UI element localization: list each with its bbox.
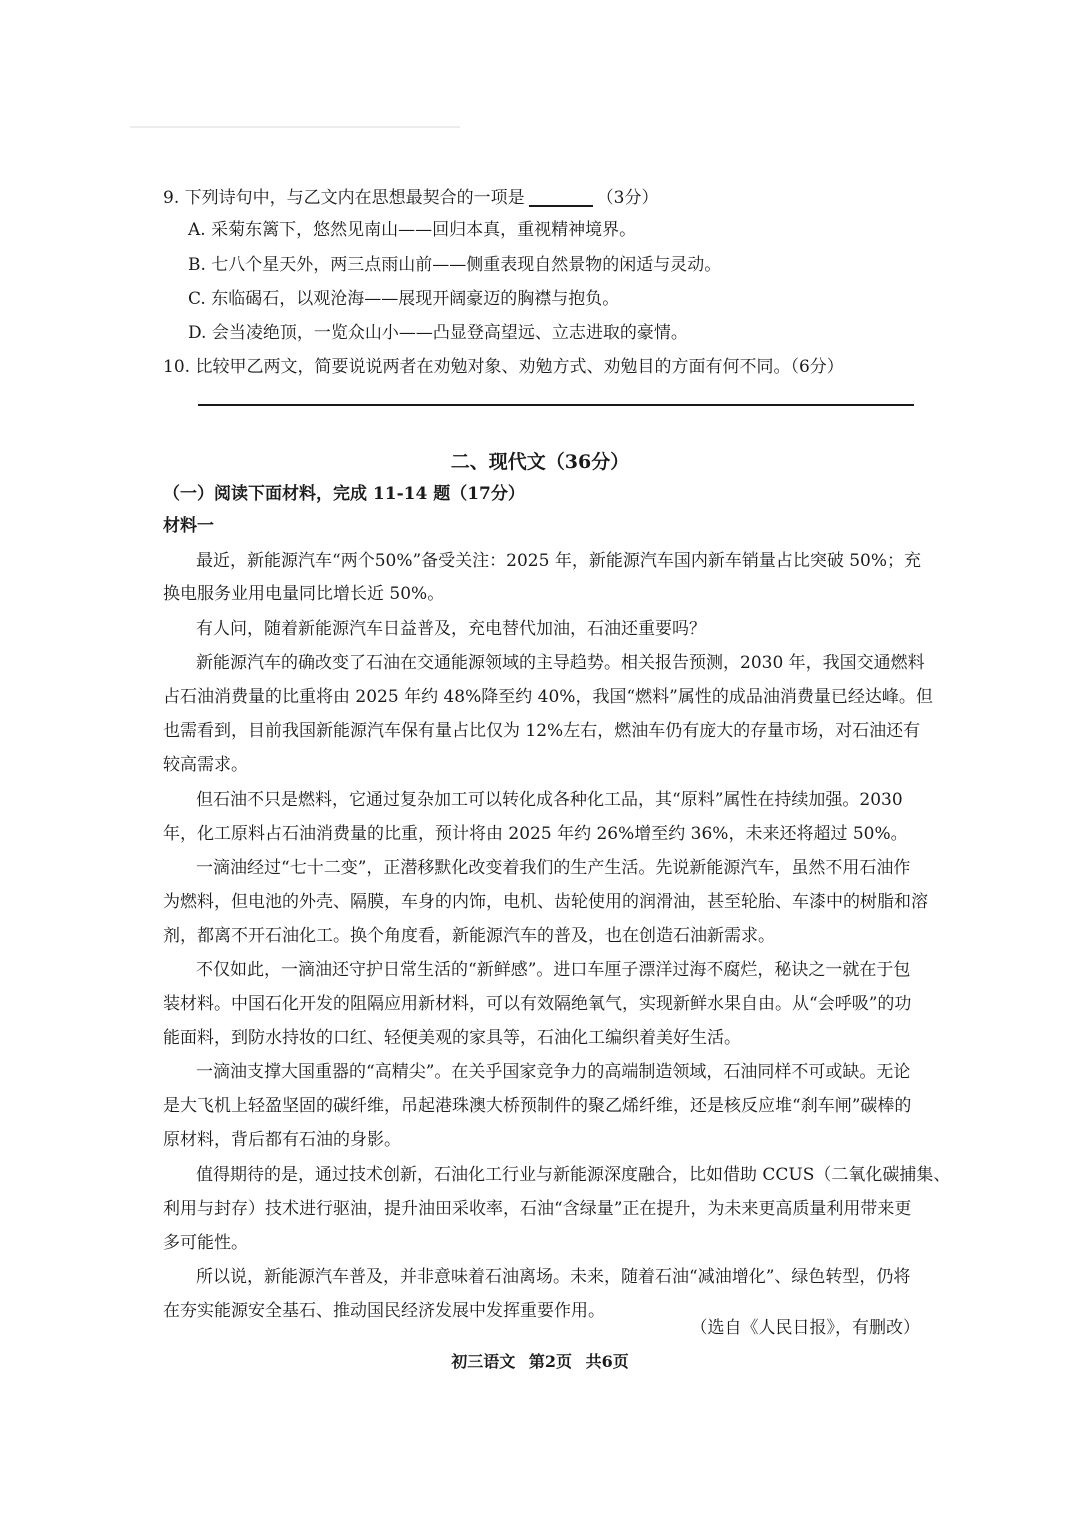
passage-line: 利用与封存）技术进行驱油，提升油田采收率，石油“含绿量”正在提升，为未来更高质量利用带来更	[163, 1199, 912, 1219]
reading-instructions: （一）阅读下面材料，完成 11-14 题（17分）	[163, 484, 525, 504]
question-9-option-c: C. 东临碣石，以观沧海——展现开阔豪迈的胸襟与抱负。	[188, 289, 620, 309]
question-9-option-a: A. 采菊东篱下，悠然见南山——回归本真，重视精神境界。	[188, 220, 637, 240]
footer-page-total: 共6页	[585, 1352, 629, 1371]
passage-line: 能面料，到防水持妆的口红、轻便美观的家具等，石油化工编织着美好生活。	[163, 1028, 741, 1048]
passage-line: 年，化工原料占石油消费量的比重，预计将由 2025 年约 26%增至约 36%，未来还将超过 50%。	[163, 824, 908, 844]
question-9-score: （3分）	[596, 188, 659, 208]
material-label: 材料一	[163, 516, 214, 536]
passage-line: 是大飞机上轻盈坚固的碳纤维，吊起港珠澳大桥预制件的聚乙烯纤维，还是核反应堆“刹车闸”碳棒的	[163, 1096, 912, 1116]
passage-line: 所以说，新能源汽车普及，并非意味着石油离场。未来，随着石油“减油增化”、绿色转型，仍将	[196, 1267, 911, 1287]
passage-line: 一滴油支撑大国重器的“高精尖”。在关乎国家竞争力的高端制造领域，石油同样不可或缺。无论	[196, 1062, 911, 1082]
question-9-stem	[163, 186, 658, 210]
answer-line[interactable]	[198, 404, 914, 406]
answer-blank[interactable]	[529, 205, 593, 207]
passage-line: 有人问，随着新能源汽车日益普及，充电替代加油，石油还重要吗？	[196, 619, 706, 639]
question-9-option-b: B. 七八个星天外，两三点雨山前——侧重表现自然景物的闲适与灵动。	[188, 255, 722, 275]
page-footer	[0, 1349, 1080, 1372]
passage-line: 值得期待的是，通过技术创新，石油化工行业与新能源深度融合，比如借助 CCUS（二氧化碳捕集、	[196, 1165, 951, 1185]
section-title: 二、现代文（36分）	[450, 451, 630, 473]
question-9-text: 9. 下列诗句中，与乙文内在思想最契合的一项是	[163, 188, 525, 208]
passage-line: 较高需求。	[163, 755, 248, 775]
passage-source: （选自《人民日报》，有删改）	[690, 1318, 920, 1338]
question-9-option-d: D. 会当凌绝顶，一览众山小——凸显登高望远、立志进取的豪情。	[188, 323, 688, 343]
passage-line: 一滴油经过“七十二变”，正潜移默化改变着我们的生产生活。先说新能源汽车，虽然不用石油作	[196, 858, 911, 878]
footer-subject: 初三语文	[451, 1352, 516, 1371]
passage-line: 也需看到，目前我国新能源汽车保有量占比仅为 12%左右，燃油车仍有庞大的存量市场，对石油还有	[163, 721, 921, 741]
passage-line: 换电服务业用电量同比增长近 50%。	[163, 584, 445, 604]
passage-line: 不仅如此，一滴油还守护日常生活的“新鲜感”。进口车厘子漂洋过海不腐烂，秘诀之一就在于包	[196, 960, 911, 980]
passage-line: 最近，新能源汽车“两个50%”备受关注：2025 年，新能源汽车国内新车销量占比突破 50%；充	[196, 551, 922, 571]
passage-line: 多可能性。	[163, 1233, 248, 1253]
passage-line: 剂，都离不开石油化工。换个角度看，新能源汽车的普及，也在创造石油新需求。	[163, 926, 775, 946]
passage-line: 装材料。中国石化开发的阻隔应用新材料，可以有效隔绝氧气，实现新鲜水果自由。从“会呼吸”的功	[163, 994, 912, 1014]
passage-line: 但石油不只是燃料，它通过复杂加工可以转化成各种化工品，其“原料”属性在持续加强。2030	[196, 790, 903, 810]
question-10-stem: 10. 比较甲乙两文，简要说说两者在劝勉对象、劝勉方式、劝勉目的方面有何不同。（6分）	[163, 357, 844, 377]
footer-page-number: 第2页	[528, 1352, 572, 1371]
scan-artifact-line	[130, 126, 460, 128]
passage-line: 为燃料，但电池的外壳、隔膜，车身的内饰，电机、齿轮使用的润滑油，甚至轮胎、车漆中的树脂和溶	[163, 892, 928, 912]
passage-line: 原材料，背后都有石油的身影。	[163, 1130, 401, 1150]
passage-line: 新能源汽车的确改变了石油在交通能源领域的主导趋势。相关报告预测，2030 年，我国交通燃料	[196, 653, 925, 673]
passage-line: 占石油消费量的比重将由 2025 年约 48%降至约 40%，我国“燃料”属性的成品油消费量已经达峰。但	[163, 687, 933, 707]
passage-line: 在夯实能源安全基石、推动国民经济发展中发挥重要作用。	[163, 1301, 605, 1321]
